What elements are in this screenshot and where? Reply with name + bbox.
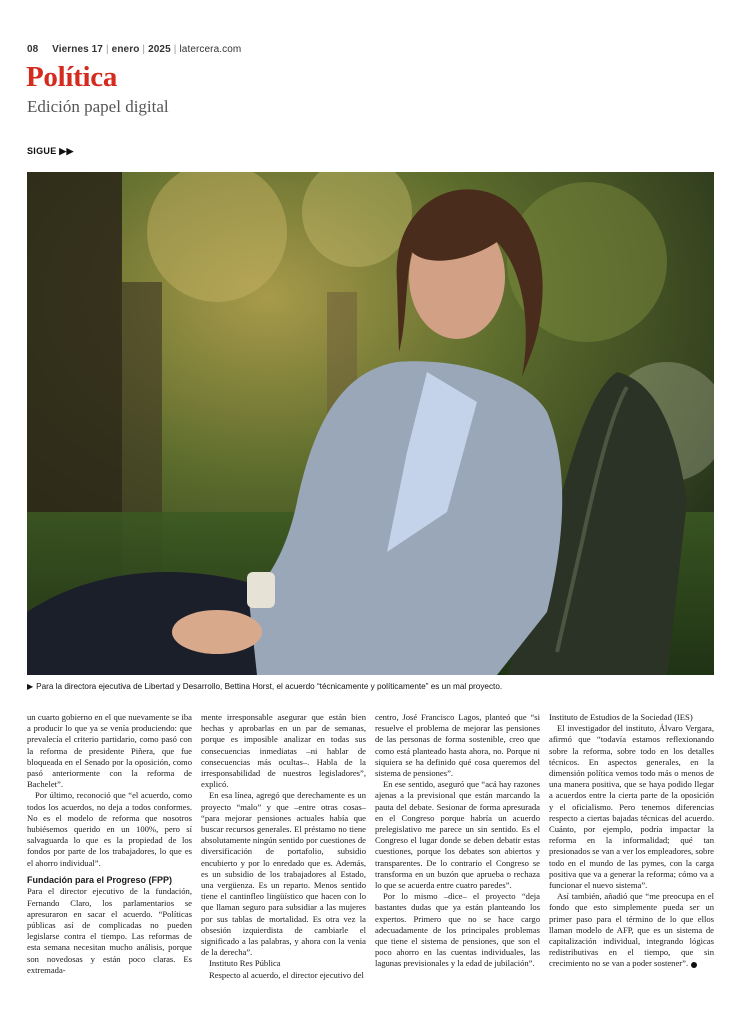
subheading: Instituto Res Pública: [209, 958, 281, 969]
continue-label: SIGUE ▶▶: [27, 146, 74, 156]
subheading: Fundación para el Progreso (FPP): [27, 874, 173, 885]
page-number: 08: [27, 44, 39, 55]
article-column-1: [27, 712, 192, 976]
month: enero: [111, 44, 140, 55]
article-column-4: [549, 712, 714, 970]
paragraph: Por lo mismo –dice– el proyecto “deja bastantes dudas que ya están planteando los expertos. Primero que no se hace cargo adecuadamente de los principales problemas que tiene el sistema de pensiones, que son el poco ahorro en las cuentas individuales, las lagunas previsionales y la edad de jubilación”.: [375, 891, 540, 969]
subheading: Instituto de Estudios de la Sociedad (IES): [549, 712, 693, 722]
edition-subtitle: Edición papel digital: [27, 97, 169, 116]
paragraph: Respecto al acuerdo, el director ejecutivo del: [209, 969, 364, 980]
article-column-3: [375, 712, 540, 970]
site-link[interactable]: latercera.com: [179, 44, 242, 55]
paragraph: mente irresponsable asegurar que están bien hechas y aprobarlas en un par de semanas, porque es imposible analizar en todas sus consecuencias inmediatas –ni hablar de consecuencias más ocultas–. Habla de la irresponsabilidad de nuestros legisladores”, explicó.: [201, 712, 366, 790]
paragraph: un cuarto gobierno en el que nuevamente se iba a producir lo que ya se venía produciendo: que prevalecía el criterio partidario, como pasó con la reforma de presidente Piñera, que fue bloqueada en el Senado por la oposición, como pasó anteriormente con la reforma de Bachelet”.: [27, 712, 192, 790]
article-column-2: [201, 712, 366, 981]
paragraph: Por último, reconoció que “el acuerdo, como todos los acuerdos, no deja a todos conformes. No es el modelo de reforma que nosotros hubiésemos querido en un 100%, pero sí salvaguarda lo que es la propiedad de los fondos por parte de los trabajadores, lo que es el ahorro individual”.: [27, 790, 192, 868]
portrait-photo-illustration: [27, 172, 714, 675]
photo-caption: [27, 682, 717, 692]
paragraph: Para el director ejecutivo de la fundación, Fernando Claro, los parlamentarios se apresuraron en sacar el acuerdo. “Políticas públicas así de complicadas no pueden legislarse contra el tiempo. Las reformas de esta semana necesitan mucho análisis, porque son novedosas y están poco claras. Es extremada-: [27, 886, 192, 975]
section-title: Política: [26, 61, 118, 93]
year: 2025: [148, 44, 171, 55]
paragraph: [549, 891, 714, 969]
paragraph-text: Así también, añadió que “me preocupa en el fondo que esto simplemente pueda ser un primer paso para el término de lo que ellos llaman modelo de AFP, que es un sistema de capitalización individual, integrando lógicas redistributivas en el tiempo, que sin crecimiento no se van a poder sostener”.: [549, 891, 714, 969]
paragraph: En ese sentido, aseguró que “acá hay razones ajenas a la previsional que están marcando la pauta del debate. Sesionar de forma apresurada en el Congreso porque habría un acuerdo prelegislativo me parece un sin sentido. Es el Congreso el lugar donde se deben debatir estas cuestiones, porque los debates son abiertos y transparentes. De lo contrario el Congreso se transforma en un buzón que aprueba o rechaza lo que se acuerda entre cuatro paredes”.: [375, 779, 540, 891]
article-photo: [27, 172, 714, 675]
paragraph: El investigador del instituto, Álvaro Vergara, afirmó que “todavía estamos reflexionando sobre la reforma, sobre todo en los detalles técnicos. En aspectos generales, en la dimensión política vemos todo más o menos de una manera positiva, que se haya podido llegar a acuerdos entre la cierta parte de la oposición y el oficialismo. Pero tenemos diferencias respecto a ciertas bajadas técnicas del acuerdo. Cuánto, por ejemplo, podría impactar la reforma en la informalidad; qué tan presionados se van a ver los empleadores, sobre todo en el mundo de las pymes, con la carga positiva que va a generar la reforma; cómo va a funcionar el nuevo sistema”.: [549, 723, 714, 891]
paragraph: centro, José Francisco Lagos, planteó que “si resuelve el problema de mejorar las pensiones de las personas de forma sostenible, creo que como está planteado hasta ahora, no. Porque ni siquiera se ha definido qué cosa queremos del sistema de pensiones”.: [375, 712, 540, 779]
paragraph: En esa línea, agregó que derechamente es un proyecto “malo” y que –entre otras cosas– “para mejorar pensiones actuales había que buscar recursos generales. El préstamo no tiene absolutamente ningún sentido por cuestiones de diversificación de portafolio, subsidio encubierto y por lo enredado que es. Además, es un subsidio de los trabajadores al Estado, una vergüenza. Es un reparto. Menos sentido tiene el cantinfleo lingüístico que hacen con lo que llaman seguro para subsidiar a las mujeres por sus tablas de mortalidad. Es otra vez la obsesión izquierdista de cambiarle el significado a las palabras, y ahora con la venia de la derecha”.: [201, 790, 366, 958]
page-header: 08 Viernes 17 | enero | 2025 | latercera.com: [27, 44, 242, 55]
weekday: Viernes 17: [52, 44, 103, 55]
caption-text: Para la directora ejecutiva de Libertad y Desarrollo, Bettina Horst, el acuerdo “técnicamente y políticamente” es un mal proyecto.: [36, 682, 503, 691]
end-of-article-icon: [691, 962, 697, 968]
caption-arrow-icon: ▶: [27, 682, 34, 691]
